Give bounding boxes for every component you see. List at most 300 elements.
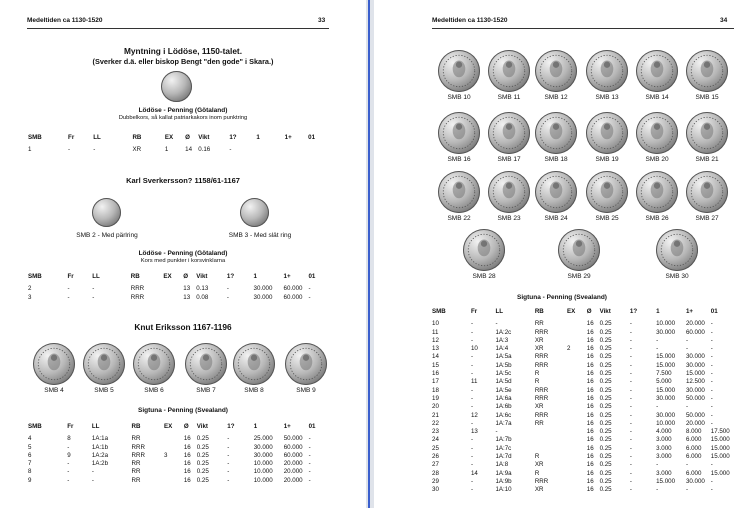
table-cell: 12 <box>470 411 478 419</box>
table-cell: RRR <box>534 353 549 361</box>
table-cell: - <box>629 419 632 427</box>
table-row <box>432 345 734 353</box>
column-header: RB <box>132 134 142 141</box>
table-cell: 10.000 <box>656 320 676 328</box>
column-header: Ø <box>185 134 190 141</box>
table-cell: RRR <box>534 361 549 369</box>
table-cell: XR <box>534 486 544 494</box>
table-cell: 18 <box>432 386 439 394</box>
table-row <box>432 478 734 486</box>
coin-caption: SMB 30 <box>665 273 689 280</box>
left-page <box>0 0 366 508</box>
column-header: 01 <box>308 423 316 430</box>
coin-caption: SMB 11 <box>497 94 521 101</box>
coin-image <box>438 171 480 213</box>
table-cell: 30 <box>432 486 439 494</box>
table-cell: 20.000 <box>283 460 303 468</box>
table-row <box>28 146 330 154</box>
coin-image-smb-3 <box>240 198 269 227</box>
table-cell: - <box>629 428 632 436</box>
table-cell: - <box>470 436 474 444</box>
table-cell: 16 <box>586 477 594 485</box>
table-cell: 13 <box>432 345 439 353</box>
table-cell: - <box>710 336 713 344</box>
table-cell: 0.25 <box>599 370 612 378</box>
coin-image <box>686 171 728 213</box>
table-cell: - <box>685 345 688 353</box>
table-cell: 1A:4 <box>495 345 509 353</box>
table-cell: 50.000 <box>685 394 705 402</box>
table-cell: 0.16 <box>198 146 211 154</box>
table-cell: 50.000 <box>685 411 705 419</box>
table-cell: - <box>710 486 713 494</box>
price-table <box>432 308 734 495</box>
column-header: Vikt <box>198 134 210 141</box>
table-cell <box>163 294 183 302</box>
column-header: 1 <box>656 308 660 315</box>
table-cell: - <box>226 285 229 293</box>
table-cell: 30.000 <box>656 328 676 336</box>
table-cell <box>164 460 184 468</box>
table-row <box>432 353 734 361</box>
table-cell: RRR <box>534 477 549 485</box>
table-cell: - <box>629 345 632 353</box>
table-cell: XR <box>534 345 544 353</box>
table-cell: 15.000 <box>656 477 676 485</box>
price-table <box>28 273 330 302</box>
table-cell: 12 <box>432 336 439 344</box>
table-row <box>28 435 330 443</box>
table-cell: - <box>470 419 474 427</box>
table-cell: 50.000 <box>283 435 303 443</box>
section-subtitle: (Sverker d.ä. eller biskop Bengt "den gode" i Skara.) <box>92 57 274 66</box>
coin-image <box>488 112 530 154</box>
table-cell: - <box>710 477 713 485</box>
table-row <box>28 468 330 476</box>
table-cell: 16 <box>432 370 439 378</box>
table-cell: - <box>710 378 713 386</box>
table-row <box>432 420 734 428</box>
column-header: 01 <box>308 134 316 141</box>
table-cell: 11 <box>432 328 439 336</box>
table-cell: 7 <box>28 460 32 468</box>
table-cell: 0.25 <box>599 378 612 386</box>
table-cell <box>567 428 587 436</box>
column-header: EX <box>567 308 576 315</box>
table-cell: 0.25 <box>599 386 612 394</box>
table-cell: 1A:5c <box>495 370 512 378</box>
column-header: 01 <box>308 273 316 280</box>
coin-image <box>636 112 678 154</box>
coin-image <box>586 171 628 213</box>
coin-caption: SMB 23 <box>497 215 521 222</box>
coin-image <box>686 50 728 92</box>
table-cell: 1A:1a <box>91 435 109 443</box>
table-cell: 16 <box>586 428 594 436</box>
column-header: Vikt <box>196 423 208 430</box>
table-cell: 0.25 <box>196 460 209 468</box>
header-rule <box>432 28 734 29</box>
table-cell: - <box>470 328 474 336</box>
table-cell: - <box>629 469 632 477</box>
table-cell: 30.000 <box>253 443 273 451</box>
table-cell: 2 <box>28 285 32 293</box>
table-cell: - <box>308 460 311 468</box>
table-cell: RR <box>131 460 141 468</box>
table-cell: 1A:2c <box>495 328 512 336</box>
table-cell: 16 <box>586 461 594 469</box>
coin-image <box>438 112 480 154</box>
coin-caption: SMB 19 <box>595 156 619 163</box>
table-cell: - <box>629 370 632 378</box>
table-cell: - <box>710 394 713 402</box>
table-row <box>432 436 734 444</box>
table-cell: - <box>470 361 474 369</box>
table-cell: RRR <box>534 394 549 402</box>
table-cell: 0.25 <box>599 394 612 402</box>
mint-heading: Sigtuna - Penning (Svealand) <box>138 407 228 414</box>
section-title: Knut Eriksson 1167-1196 <box>134 322 232 332</box>
table-cell: - <box>470 320 474 328</box>
table-cell: - <box>91 468 94 476</box>
table-cell <box>567 320 587 328</box>
table-cell: 4.000 <box>656 428 672 436</box>
table-cell: 5.000 <box>656 378 672 386</box>
header-rule <box>27 28 329 29</box>
table-cell: - <box>629 320 632 328</box>
table-cell: 6.000 <box>685 469 702 477</box>
table-cell: - <box>685 486 688 494</box>
table-cell: 8 <box>67 435 71 443</box>
table-cell: 16 <box>586 394 594 402</box>
table-cell: 8.000 <box>685 428 702 436</box>
table-cell: 3.000 <box>656 453 672 461</box>
table-cell: RR <box>131 435 141 443</box>
table-cell: 0.25 <box>599 461 612 469</box>
right-page <box>374 0 750 508</box>
table-cell: 30.000 <box>685 386 705 394</box>
table-cell: - <box>227 443 230 451</box>
table-cell: 1A:6a <box>495 394 512 402</box>
table-cell <box>567 412 587 420</box>
table-cell <box>567 453 587 461</box>
table-cell: 25.000 <box>253 435 273 443</box>
table-cell: 60.000 <box>283 451 303 459</box>
table-header-row <box>432 308 734 316</box>
table-cell: - <box>227 468 230 476</box>
table-cell: 60.000 <box>283 293 303 301</box>
table-cell: - <box>710 461 713 469</box>
table-cell: 30.000 <box>656 394 676 402</box>
table-cell: 30.000 <box>253 285 273 293</box>
table-cell <box>567 420 587 428</box>
table-cell: 1A:7a <box>495 419 512 427</box>
table-cell: 1A:6b <box>495 403 512 411</box>
coin-image <box>586 50 628 92</box>
column-header: LL <box>495 308 504 315</box>
table-cell: 1A:5a <box>495 353 512 361</box>
coin-caption: SMB 15 <box>695 94 719 101</box>
table-cell: 0.25 <box>599 444 612 452</box>
table-cell: 1A:7b <box>495 436 512 444</box>
mint-heading: Lödöse - Penning (Götaland) <box>138 107 228 114</box>
column-header: Fr <box>470 308 478 315</box>
table-cell: 4 <box>28 435 32 443</box>
table-cell: 15.000 <box>710 444 730 452</box>
table-cell: 16 <box>586 403 594 411</box>
table-cell: - <box>710 328 713 336</box>
column-header: Vikt <box>599 308 611 315</box>
table-cell: 0.25 <box>599 328 612 336</box>
column-header: RB <box>534 308 544 315</box>
table-cell: 30.000 <box>685 353 705 361</box>
table-cell: 16 <box>183 468 191 476</box>
table-cell: 11 <box>470 378 478 386</box>
table-cell <box>567 478 587 486</box>
table-cell: - <box>470 386 474 394</box>
table-cell: 30.000 <box>253 293 273 301</box>
table-cell: 28 <box>432 469 439 477</box>
coin-image <box>656 229 698 271</box>
column-header: Ø <box>586 308 592 315</box>
table-cell <box>567 370 587 378</box>
table-cell: - <box>227 451 230 459</box>
table-cell: 24 <box>432 436 439 444</box>
table-cell: - <box>710 386 713 394</box>
table-cell: - <box>495 428 498 436</box>
table-cell: - <box>91 476 94 484</box>
table-cell: 6.000 <box>685 453 702 461</box>
table-cell: - <box>308 451 311 459</box>
table-row <box>432 320 734 328</box>
column-header: SMB <box>28 134 42 141</box>
table-cell: RRR <box>534 411 549 419</box>
column-header: EX <box>164 423 173 430</box>
table-cell <box>567 486 587 494</box>
coin-image <box>488 50 530 92</box>
coin-image <box>558 229 600 271</box>
table-cell: - <box>629 411 632 419</box>
table-cell: 6.000 <box>685 444 702 452</box>
table-cell: 0.25 <box>196 468 209 476</box>
coin-image <box>636 50 678 92</box>
table-cell: 30.000 <box>656 411 676 419</box>
table-cell: 14 <box>470 469 478 477</box>
table-cell: 9 <box>67 451 71 459</box>
table-cell: 29 <box>432 477 439 485</box>
table-cell: - <box>495 320 498 328</box>
column-header: 1? <box>226 273 235 280</box>
coin-description: Dubbelkors, så kallat patriarkakors inom punktring <box>118 115 248 121</box>
table-cell: 15.000 <box>656 361 676 369</box>
table-cell: - <box>710 419 713 427</box>
table-cell: 8 <box>28 468 32 476</box>
table-cell: 1A:5b <box>495 361 512 369</box>
coin-caption: SMB 25 <box>595 215 619 222</box>
table-cell: 20.000 <box>283 476 303 484</box>
table-cell: - <box>629 353 632 361</box>
table-cell: - <box>656 403 659 411</box>
table-cell: 0.25 <box>599 345 612 353</box>
table-cell: - <box>629 386 632 394</box>
table-cell: 16 <box>586 378 594 386</box>
table-cell: - <box>710 353 713 361</box>
coin-image-smb-1 <box>161 71 192 102</box>
table-cell <box>535 428 567 436</box>
table-cell: - <box>629 361 632 369</box>
table-cell: 0.25 <box>599 486 612 494</box>
table-row <box>28 477 330 485</box>
table-row <box>28 444 330 452</box>
table-cell: RRR <box>130 285 145 293</box>
mint-heading: Lödöse - Penning (Götaland) <box>138 250 228 257</box>
table-cell: - <box>308 443 311 451</box>
table-cell: - <box>629 444 632 452</box>
coin-caption: SMB 17 <box>497 156 521 163</box>
table-header-row <box>28 134 330 142</box>
table-cell: 16 <box>586 336 594 344</box>
table-cell: 25 <box>432 444 439 452</box>
table-cell: 1A:6c <box>495 411 512 419</box>
coin-caption: SMB 7 <box>196 387 216 394</box>
table-cell <box>163 285 183 293</box>
table-cell: R <box>534 469 540 477</box>
table-row <box>432 395 734 403</box>
table-cell: 10.000 <box>253 476 273 484</box>
table-cell: 26 <box>432 453 439 461</box>
table-cell: 16 <box>183 451 191 459</box>
table-cell: 27 <box>432 461 439 469</box>
table-cell: 16 <box>586 353 594 361</box>
table-cell: 10 <box>432 320 439 328</box>
table-cell: 16 <box>586 345 594 353</box>
table-cell <box>535 436 567 444</box>
table-cell: - <box>227 476 230 484</box>
table-cell: - <box>308 435 311 443</box>
table-cell: 12.500 <box>685 378 705 386</box>
column-header: EX <box>163 273 172 280</box>
table-cell: 16 <box>586 444 594 452</box>
table-cell: 1A:9b <box>495 477 512 485</box>
column-header: 1+ <box>284 134 292 141</box>
table-row <box>432 362 734 370</box>
coin-caption: SMB 20 <box>645 156 669 163</box>
table-cell: - <box>92 293 95 301</box>
table-cell: 0.25 <box>599 469 612 477</box>
table-cell: - <box>67 293 70 301</box>
coin-caption: SMB 27 <box>695 215 719 222</box>
table-cell: R <box>534 378 540 386</box>
table-cell: - <box>629 453 632 461</box>
table-cell: 16 <box>586 436 594 444</box>
price-table <box>28 134 330 155</box>
table-row <box>28 460 330 468</box>
column-header: LL <box>93 134 101 141</box>
table-cell: - <box>629 328 632 336</box>
coin-image <box>233 343 275 385</box>
table-cell: 30.000 <box>685 361 705 369</box>
coin-caption: SMB 28 <box>472 273 496 280</box>
table-cell: 13 <box>183 285 191 293</box>
table-cell: 2 <box>567 345 571 353</box>
coin-caption: SMB 18 <box>544 156 568 163</box>
column-header: LL <box>91 423 100 430</box>
column-header: 1+ <box>685 308 693 315</box>
table-cell: 0.25 <box>599 428 612 436</box>
table-cell: 19 <box>432 394 439 402</box>
coin-image <box>33 343 75 385</box>
table-row <box>432 370 734 378</box>
table-cell: 7.500 <box>656 370 672 378</box>
table-cell: 16 <box>183 476 191 484</box>
table-cell: 9 <box>28 476 32 484</box>
coin-caption: SMB 5 <box>94 387 114 394</box>
table-cell <box>308 146 330 154</box>
table-cell: 16 <box>586 370 594 378</box>
price-table <box>28 423 330 485</box>
table-cell: - <box>229 146 232 154</box>
table-cell: - <box>93 146 96 154</box>
table-cell: 10.000 <box>656 419 676 427</box>
table-cell: - <box>226 293 229 301</box>
table-cell <box>535 445 567 453</box>
table-cell: 1 <box>28 146 32 154</box>
table-cell <box>567 403 587 411</box>
coin-caption: SMB 21 <box>695 156 719 163</box>
table-cell: 15.000 <box>710 453 730 461</box>
table-cell: 0.25 <box>196 451 209 459</box>
table-cell: - <box>308 468 311 476</box>
table-cell: - <box>67 443 70 451</box>
table-cell: 16 <box>586 453 594 461</box>
column-header: 1 <box>253 423 258 430</box>
table-cell: 10.000 <box>253 468 273 476</box>
table-cell: 16 <box>183 460 191 468</box>
table-cell <box>164 444 184 452</box>
table-cell <box>567 329 587 337</box>
coin-caption: SMB 16 <box>447 156 471 163</box>
table-cell <box>567 470 587 478</box>
table-cell: 15.000 <box>710 469 730 477</box>
coin-image <box>185 343 227 385</box>
coin-image <box>488 171 530 213</box>
column-header: Vikt <box>196 273 208 280</box>
table-cell: 0.25 <box>599 353 612 361</box>
coin-caption: SMB 6 <box>144 387 164 394</box>
table-cell: RR <box>131 476 141 484</box>
coin-image <box>83 343 125 385</box>
table-cell: - <box>710 361 713 369</box>
table-cell: 15 <box>432 361 439 369</box>
table-cell: 13 <box>470 428 478 436</box>
table-cell <box>567 445 587 453</box>
table-row <box>432 337 734 345</box>
table-cell <box>567 461 587 469</box>
table-cell: RRR <box>534 328 549 336</box>
table-cell <box>567 395 587 403</box>
coin-image <box>535 50 577 92</box>
column-header: Ø <box>183 423 189 430</box>
table-cell: 14 <box>432 353 439 361</box>
table-cell: - <box>68 146 71 154</box>
table-cell: 17 <box>432 378 439 386</box>
coin-image <box>586 112 628 154</box>
table-cell: - <box>629 403 632 411</box>
coin-image <box>285 343 327 385</box>
table-cell: 3.000 <box>656 469 672 477</box>
column-header: 1+ <box>283 423 291 430</box>
table-cell: - <box>656 336 659 344</box>
